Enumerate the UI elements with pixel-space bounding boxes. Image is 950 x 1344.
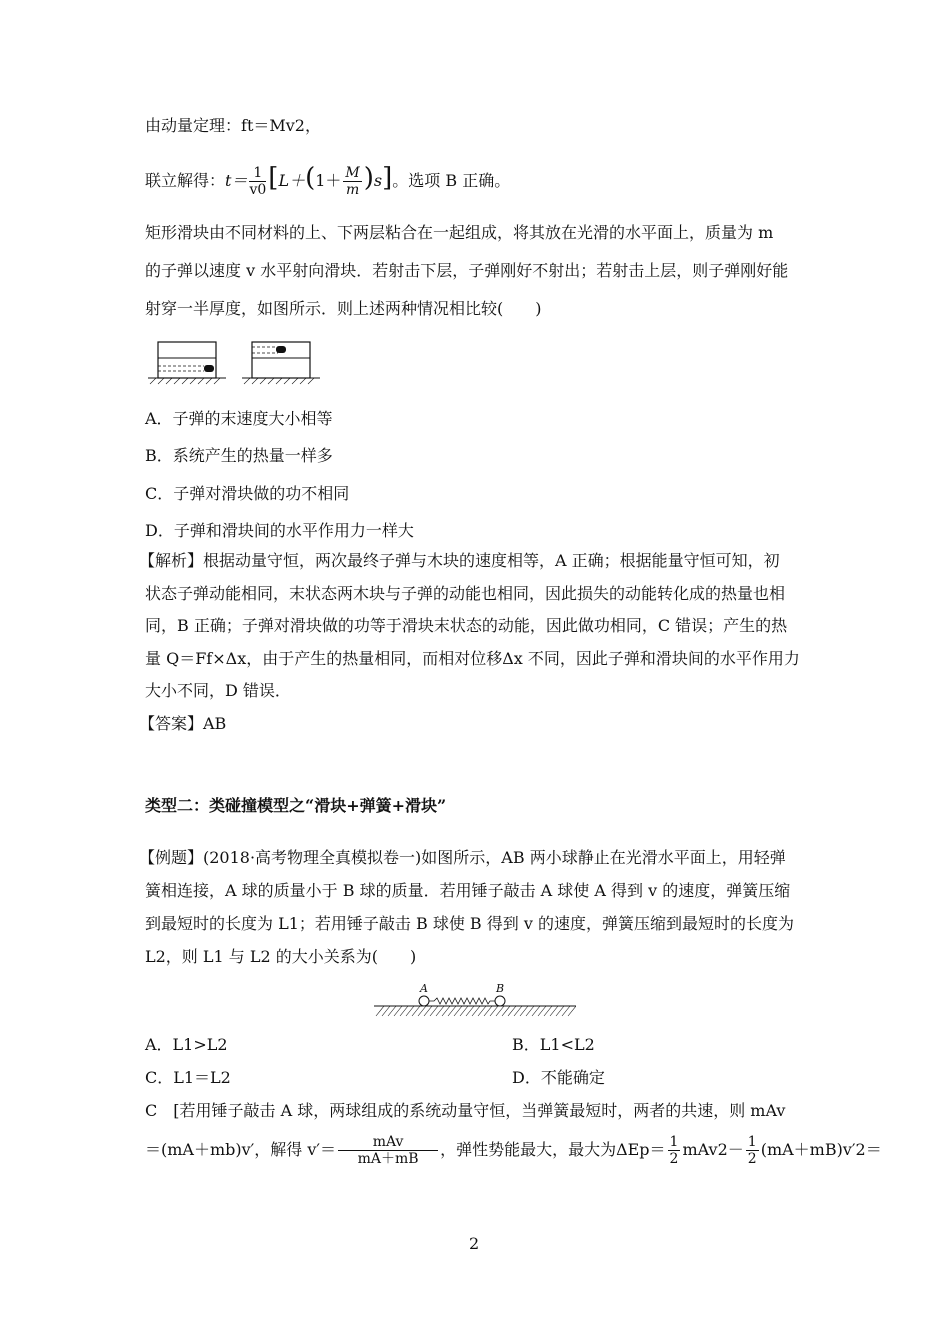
q1-option-a: A．子弹的末速度大小相等 bbox=[145, 409, 333, 428]
ball-b bbox=[495, 996, 505, 1006]
q1-option-d: D．子弹和滑块间的水平作用力一样大 bbox=[145, 521, 414, 540]
q1-analysis-line2: 状态子弹动能相同，末状态两木块与子弹的动能也相同，因此损失的动能转化成的热量也相 bbox=[145, 584, 786, 603]
q2-stem-line3: 到最短时的长度为 L1；若用锤子敲击 B 球使 B 得到 v 的速度，弹簧压缩到最短时的长度为 bbox=[145, 914, 794, 933]
half-numerator-1: 1 bbox=[669, 1134, 679, 1150]
fraction-M-over-m bbox=[343, 165, 361, 198]
block-lower-hit bbox=[158, 342, 216, 378]
q1-stem-line2: 的子弹以速度 v 水平射向滑块．若射击下层，子弹刚好不射出；若射击上层，则子弹刚好能 bbox=[145, 261, 789, 280]
q2-stem-line4: L2，则 L1 与 L2 的大小关系为( ) bbox=[145, 947, 417, 966]
M-numerator: M bbox=[345, 165, 360, 181]
ball-a-label: A bbox=[420, 982, 428, 995]
half-numerator-2: 1 bbox=[747, 1134, 757, 1150]
right-paren: ) bbox=[363, 163, 374, 193]
q2-option-b: B．L1<L2 bbox=[512, 1035, 595, 1054]
solution-part-a: ＝(mA＋mb)v′，解得 v′＝ bbox=[145, 1140, 337, 1159]
left-bracket: [ bbox=[268, 163, 279, 193]
half-denominator-2: 2 bbox=[747, 1151, 757, 1167]
solution-part-d: (mA＋mB)v′2＝ bbox=[760, 1140, 882, 1159]
q1-answer: 【答案】AB bbox=[139, 714, 227, 733]
option-b-correct: 。选项 B 正确。 bbox=[392, 171, 511, 190]
fraction-1-over-v0 bbox=[249, 165, 266, 198]
bullet-block-figure bbox=[148, 336, 328, 386]
solution-part-c: mAv2－ bbox=[682, 1140, 744, 1159]
momentum-theorem-label: 由动量定理： bbox=[145, 116, 242, 135]
q2-option-d: D．不能确定 bbox=[512, 1068, 605, 1087]
right-bracket: ] bbox=[382, 163, 393, 193]
q1-analysis-line1: 【解析】根据动量守恒，两次最终子弹与木块的速度相等，A 正确；根据能量守恒可知，初 bbox=[139, 551, 780, 570]
momentum-theorem-line bbox=[145, 116, 321, 136]
joint-solution-label: 联立解得： bbox=[145, 171, 226, 190]
section-title: 类型二：类碰撞模型之“滑块+弹簧+滑块” bbox=[145, 796, 447, 815]
frac-denominator: v0 bbox=[249, 182, 267, 198]
L-term: L＋ bbox=[278, 171, 306, 190]
spring bbox=[429, 998, 495, 1004]
q1-option-b: B．系统产生的热量一样多 bbox=[145, 446, 333, 465]
q2-stem-line1: 【例题】(2018·高考物理全真模拟卷一)如图所示，AB 两小球静止在光滑水平面上，用轻弹 bbox=[139, 848, 786, 867]
momentum-theorem-formula: ft＝Mv2， bbox=[241, 116, 321, 135]
half-denominator-1: 2 bbox=[669, 1151, 679, 1167]
half-fraction-2 bbox=[746, 1134, 759, 1167]
vprime-denominator: mA＋mB bbox=[357, 1151, 419, 1167]
q1-stem-line3: 射穿一半厚度，如图所示．则上述两种情况相比较( ) bbox=[145, 299, 542, 318]
vprime-numerator: mAv bbox=[338, 1134, 438, 1151]
m-denominator: m bbox=[345, 182, 360, 198]
bullet-upper bbox=[276, 346, 286, 353]
q2-solution-line2 bbox=[145, 1130, 882, 1170]
half-fraction-1 bbox=[668, 1134, 681, 1167]
s-term: s bbox=[373, 171, 383, 190]
one-plus: 1＋ bbox=[315, 171, 342, 190]
q1-stem-line1: 矩形滑块由不同材料的上、下两层粘合在一起组成，将其放在光滑的水平面上，质量为 m bbox=[145, 223, 774, 242]
page-number: 2 bbox=[469, 1234, 480, 1253]
ball-b-label: B bbox=[496, 982, 505, 995]
q1-analysis-line5: 大小不同，D 错误． bbox=[145, 681, 291, 700]
q2-option-c: C．L1＝L2 bbox=[145, 1068, 231, 1087]
solution-part-b: ，弹性势能最大，最大为ΔEp＝ bbox=[440, 1140, 666, 1159]
spring-balls-figure bbox=[374, 980, 576, 1022]
ball-a bbox=[419, 996, 429, 1006]
q2-option-a: A．L1>L2 bbox=[145, 1035, 228, 1054]
q2-solution-line1: C [若用锤子敲击 A 球，两球组成的系统动量守恒，当弹簧最短时，两者的共速，则 mAv bbox=[145, 1101, 786, 1120]
q2-stem-line2: 簧相连接，A 球的质量小于 B 球的质量．若用锤子敲击 A 球使 A 得到 v 的速度，弹簧压缩 bbox=[145, 881, 791, 900]
frac-numerator: 1 bbox=[249, 165, 266, 182]
q1-option-c: C．子弹对滑块做的功不相同 bbox=[145, 484, 350, 503]
left-paren: ( bbox=[305, 163, 316, 193]
bullet-lower bbox=[204, 365, 214, 372]
block-upper-hit bbox=[252, 342, 310, 378]
ground-hatching bbox=[376, 1006, 576, 1016]
q1-analysis-line3: 同，B 正确；子弹对滑块做的功等于滑块末状态的动能，因此做功相同，C 错误；产生的热 bbox=[145, 616, 788, 635]
vprime-fraction bbox=[338, 1134, 438, 1167]
q1-analysis-line4: 量 Q＝Ff×Δx，由于产生的热量相同，而相对位移Δx 不同，因此子弹和滑块间的水平作用力 bbox=[145, 649, 800, 668]
joint-solution-line bbox=[145, 160, 510, 199]
t-symbol: t＝ bbox=[225, 171, 248, 190]
